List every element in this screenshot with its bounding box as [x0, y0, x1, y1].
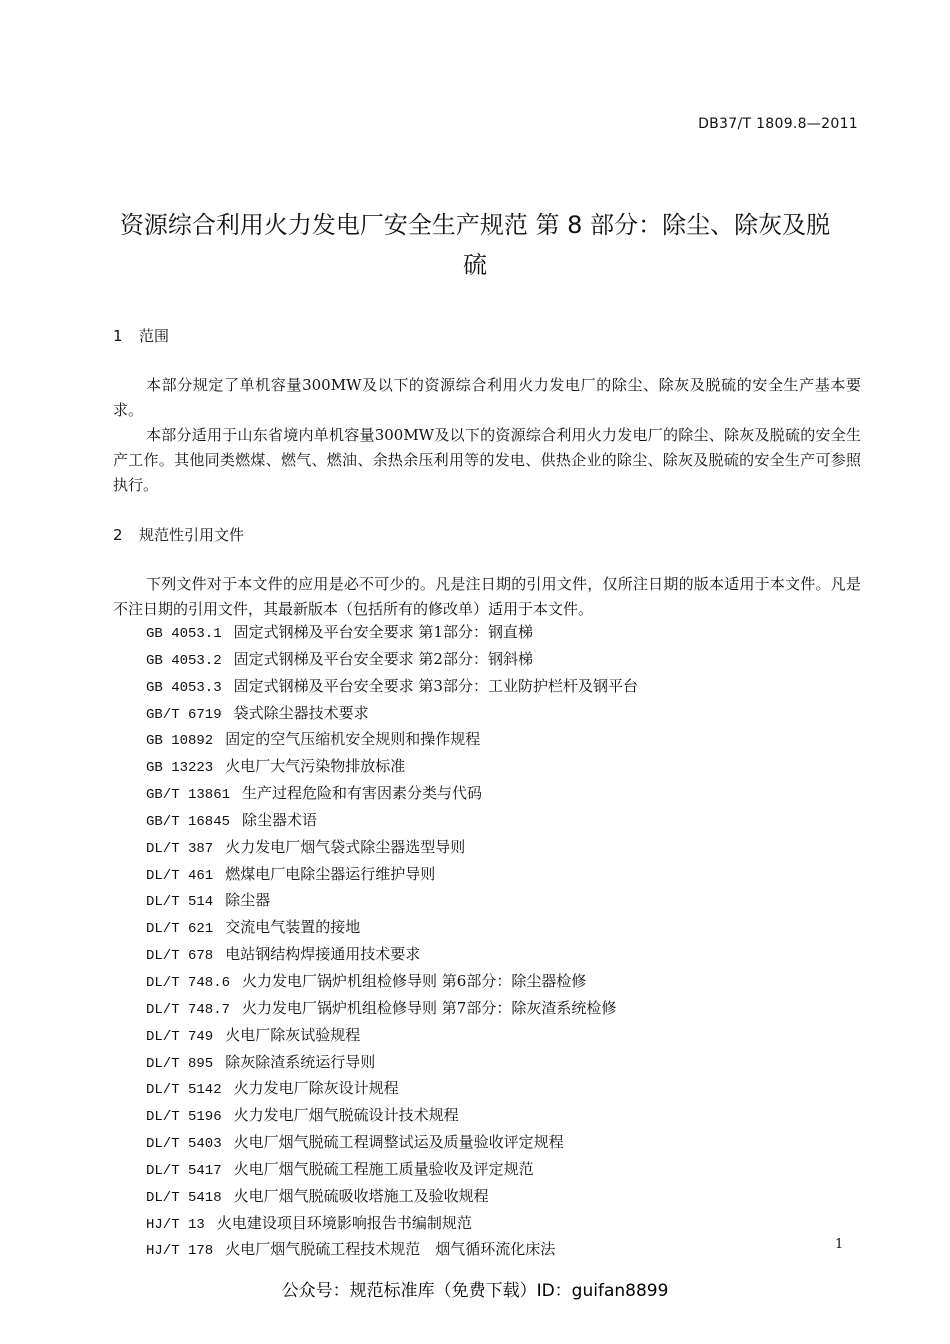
reference-item [146, 808, 638, 835]
reference-title: 火电厂烟气脱硫吸收塔施工及验收规程 [233, 1186, 489, 1205]
reference-code: DL/T 749 [146, 1028, 214, 1045]
reference-item [146, 1184, 638, 1211]
reference-title: 火电建设项目环境影响报告书编制规范 [216, 1213, 472, 1232]
reference-item [146, 915, 638, 942]
reference-title: 固定式钢梯及平台安全要求 第2部分：钢斜梯 [233, 649, 533, 668]
reference-item [146, 969, 638, 996]
standard-code: DB37/T 1809.8—2011 [698, 116, 858, 132]
reference-item [146, 1211, 638, 1238]
document-title [0, 205, 950, 285]
reference-title: 除尘器 [225, 891, 271, 910]
reference-title: 火力发电厂烟气袋式除尘器选型导则 [225, 837, 466, 856]
reference-title: 除灰除渣系统运行导则 [225, 1052, 376, 1071]
reference-code: GB 4053.2 [146, 652, 222, 669]
footer-banner: 公众号：规范标准库（免费下载）ID：guifan8899 [281, 1281, 669, 1301]
reference-title: 火电厂烟气脱硫工程施工质量验收及评定规范 [233, 1159, 534, 1178]
section-2-number: 2 [113, 526, 123, 544]
reference-code: DL/T 5418 [146, 1189, 222, 1206]
reference-code: DL/T 5142 [146, 1082, 222, 1099]
reference-item [146, 1130, 638, 1157]
reference-title: 袋式除尘器技术要求 [233, 703, 369, 722]
section-2-heading [113, 524, 244, 545]
reference-item [146, 1050, 638, 1077]
reference-item [146, 674, 638, 701]
reference-item [146, 835, 638, 862]
reference-title: 生产过程危险和有害因素分类与代码 [242, 784, 483, 803]
reference-item [146, 754, 638, 781]
reference-item [146, 701, 638, 728]
reference-code: DL/T 748.7 [146, 1001, 231, 1018]
reference-title: 火电厂烟气脱硫工程技术规范 烟气循环流化床法 [225, 1240, 556, 1259]
reference-title: 火力发电厂烟气脱硫设计技术规程 [233, 1106, 459, 1125]
reference-code: GB/T 13861 [146, 787, 231, 804]
reference-title: 火电厂除灰试验规程 [225, 1025, 361, 1044]
section-1-heading [113, 325, 169, 346]
reference-code: DL/T 895 [146, 1055, 214, 1072]
reference-code: GB 4053.3 [146, 679, 222, 696]
reference-code: DL/T 748.6 [146, 974, 231, 991]
reference-code: DL/T 5403 [146, 1136, 222, 1153]
section-2-intro: 下列文件对于本文件的应用是必不可少的。凡是注日期的引用文件，仅所注日期的版本适用于本文件。凡是不注日期的引用文件，其最新版本（包括所有的修改单）适用于本文件。 [113, 575, 861, 618]
reference-title: 电站钢结构焊接通用技术要求 [225, 945, 421, 964]
reference-title: 火力发电厂锅炉机组检修导则 第6部分：除尘器检修 [242, 971, 587, 990]
page-number: 1 [835, 1237, 844, 1252]
reference-item [146, 888, 638, 915]
reference-item [146, 942, 638, 969]
reference-title: 固定式钢梯及平台安全要求 第1部分：钢直梯 [233, 623, 533, 641]
reference-item [146, 862, 638, 889]
reference-list [146, 620, 638, 1264]
section-1-paragraph-2: 本部分适用于山东省境内单机容量300MW及以下的资源综合利用火力发电厂的除尘、除灰及脱硫的安全生产工作。其他同类燃煤、燃气、燃油、余热余压利用等的发电、供热企业的除尘、除灰及脱硫的安全生产可参照执行。 [113, 426, 861, 494]
reference-code: GB 10892 [146, 733, 214, 750]
reference-item [146, 1237, 638, 1264]
reference-code: DL/T 514 [146, 894, 214, 911]
reference-code: GB 13223 [146, 760, 214, 777]
reference-item [146, 996, 638, 1023]
reference-code: DL/T 678 [146, 948, 214, 965]
reference-title: 除尘器术语 [242, 810, 318, 829]
reference-title: 固定的空气压缩机安全规则和操作规程 [225, 730, 481, 749]
reference-title: 交流电气装置的接地 [225, 918, 361, 937]
reference-code: DL/T 387 [146, 840, 214, 857]
reference-title: 火电厂大气污染物排放标准 [225, 757, 406, 776]
reference-item [146, 1103, 638, 1130]
reference-code: DL/T 621 [146, 921, 214, 938]
reference-title: 火力发电厂除灰设计规程 [233, 1079, 399, 1098]
section-1-title: 范围 [139, 327, 170, 345]
reference-code: GB 4053.1 [146, 626, 222, 642]
reference-code: DL/T 461 [146, 867, 214, 884]
reference-code: HJ/T 13 [146, 1216, 205, 1233]
reference-code: HJ/T 178 [146, 1243, 214, 1260]
reference-item [146, 647, 638, 674]
reference-item [146, 1023, 638, 1050]
reference-code: GB/T 16845 [146, 813, 231, 830]
reference-code: DL/T 5196 [146, 1109, 222, 1126]
reference-title: 火电厂烟气脱硫工程调整试运及质量验收评定规程 [233, 1133, 564, 1152]
reference-title: 火力发电厂锅炉机组检修导则 第7部分：除灰渣系统检修 [242, 998, 617, 1017]
reference-item [146, 781, 638, 808]
section-1-number: 1 [113, 327, 123, 345]
reference-title: 燃煤电厂电除尘器运行维护导则 [225, 864, 436, 883]
section-1-paragraph-1: 本部分规定了单机容量300MW及以下的资源综合利用火力发电厂的除尘、除灰及脱硫的安全生产基本要求。 [113, 376, 861, 419]
reference-item [146, 1076, 638, 1103]
reference-item [146, 727, 638, 754]
title-line-1: 资源综合利用火力发电厂安全生产规范 第 8 部分：除尘、除灰及脱 [119, 211, 831, 239]
reference-title: 固定式钢梯及平台安全要求 第3部分：工业防护栏杆及钢平台 [233, 676, 638, 695]
reference-item [146, 1157, 638, 1184]
title-line-2: 硫 [463, 251, 487, 279]
reference-item [146, 620, 638, 647]
section-2-title: 规范性引用文件 [139, 526, 245, 544]
reference-code: DL/T 5417 [146, 1162, 222, 1179]
reference-code: GB/T 6719 [146, 706, 222, 723]
